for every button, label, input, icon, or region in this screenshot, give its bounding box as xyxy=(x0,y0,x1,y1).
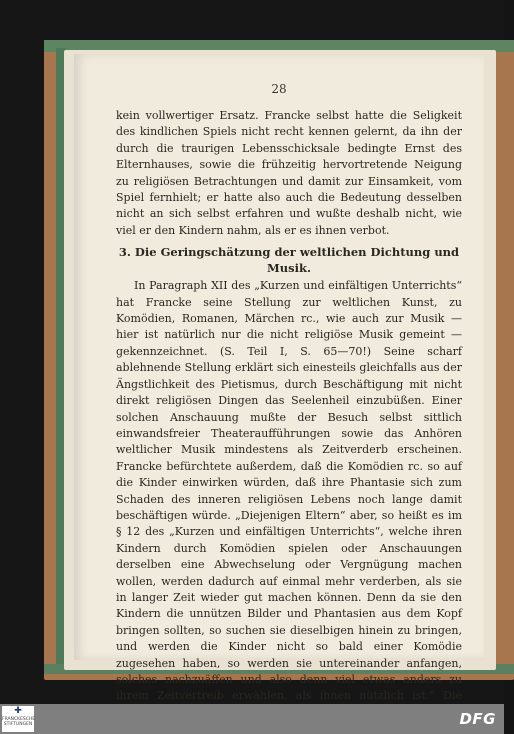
section-heading: 3. Die Geringschätzung der weltlichen Dichtung und Musik. xyxy=(118,245,460,276)
logo-mark-icon: ✚ xyxy=(14,706,22,716)
book-page xyxy=(74,54,484,703)
logo-text: FRANCKESCHE STIFTUNGEN xyxy=(2,717,36,727)
page-text xyxy=(116,108,462,721)
paragraph-2: In Paragraph XII des „Kurzen und einfältigen Unterrichts“ hat Francke seine Stellung zur weltlichen Kunst, zu Komödien, Romanen, Märchen rc., wie auch zur Musik — hier ist natürlich nur die nicht religiöse Musik gemeint — gekennzeichnet. (S. Teil I, S. 65—70!) Seine scharf ablehnende Stellung erklärt sich einesteils gleichfalls aus der Ängstlichkeit des Pietismus, durch Beschäftigung mit nicht direkt religiösen Dingen das Seelenheil einzubüßen. Einer solchen Anschauung mußte der Besuch selbst sittlich einwandsfreier Theateraufführungen sowie das Anhören weltlicher Musik mindestens als Zeitverderb erscheinen. Francke befürchtete außerdem, daß die Komödien rc. so auf die Kinder einwirken würden, daß ihre Phantasie sich zum Schaden des inneren religiösen Lebens noch lange damit beschäftigen würde. „Diejenigen Eltern“ aber, so heißt es im § 12 des „Kurzen und einfältigen Unterrichts“, welche ihren Kindern durch Komödien spielen oder Anschauungen derselben eine Abwechselung oder Vergnügung machen wollen, werden dadurch auf einmal mehr verderben, als sie in langer Zeit wieder gut machen können. Denn da sie den Kindern die unnützen Bilder und Phantasien aus dem Kopf bringen sollten, so suchen sie dieselbigen hinein zu bringen, und werden die Kinder nicht so bald einer Komödie zugesehen haben, so werden sie untereinander anfangen, solches nachzuäffen und also denn viel etwas anders zu ihrem Zeitvertreib erwählen, als ihnen nützlich ist.“ Die xyxy=(116,279,462,703)
dfg-logo[interactable]: DFG xyxy=(459,710,496,728)
viewer-footer xyxy=(0,704,504,734)
page-number: 28 xyxy=(271,82,287,96)
institution-logo[interactable] xyxy=(2,706,34,732)
paragraph-1: kein vollwertiger Ersatz. Francke selbst hatte die Seligkeit des kindlichen Spiels nicht recht kennen gelernt, da ihn der durch die traurigen Lebensschicksale bedingte Ernst des Elternhauses, sowie die frühzeitig hervortretende Neigung zu religiösen Betrachtungen und damit zur Einsamkeit, vom Spiel fernhielt; er hatte also auch die Bedeutung desselben nicht an sich selbst erfahren und wußte deshalb nicht, wie viel er den Kindern nahm, als er es ihnen verbot. xyxy=(116,109,462,237)
